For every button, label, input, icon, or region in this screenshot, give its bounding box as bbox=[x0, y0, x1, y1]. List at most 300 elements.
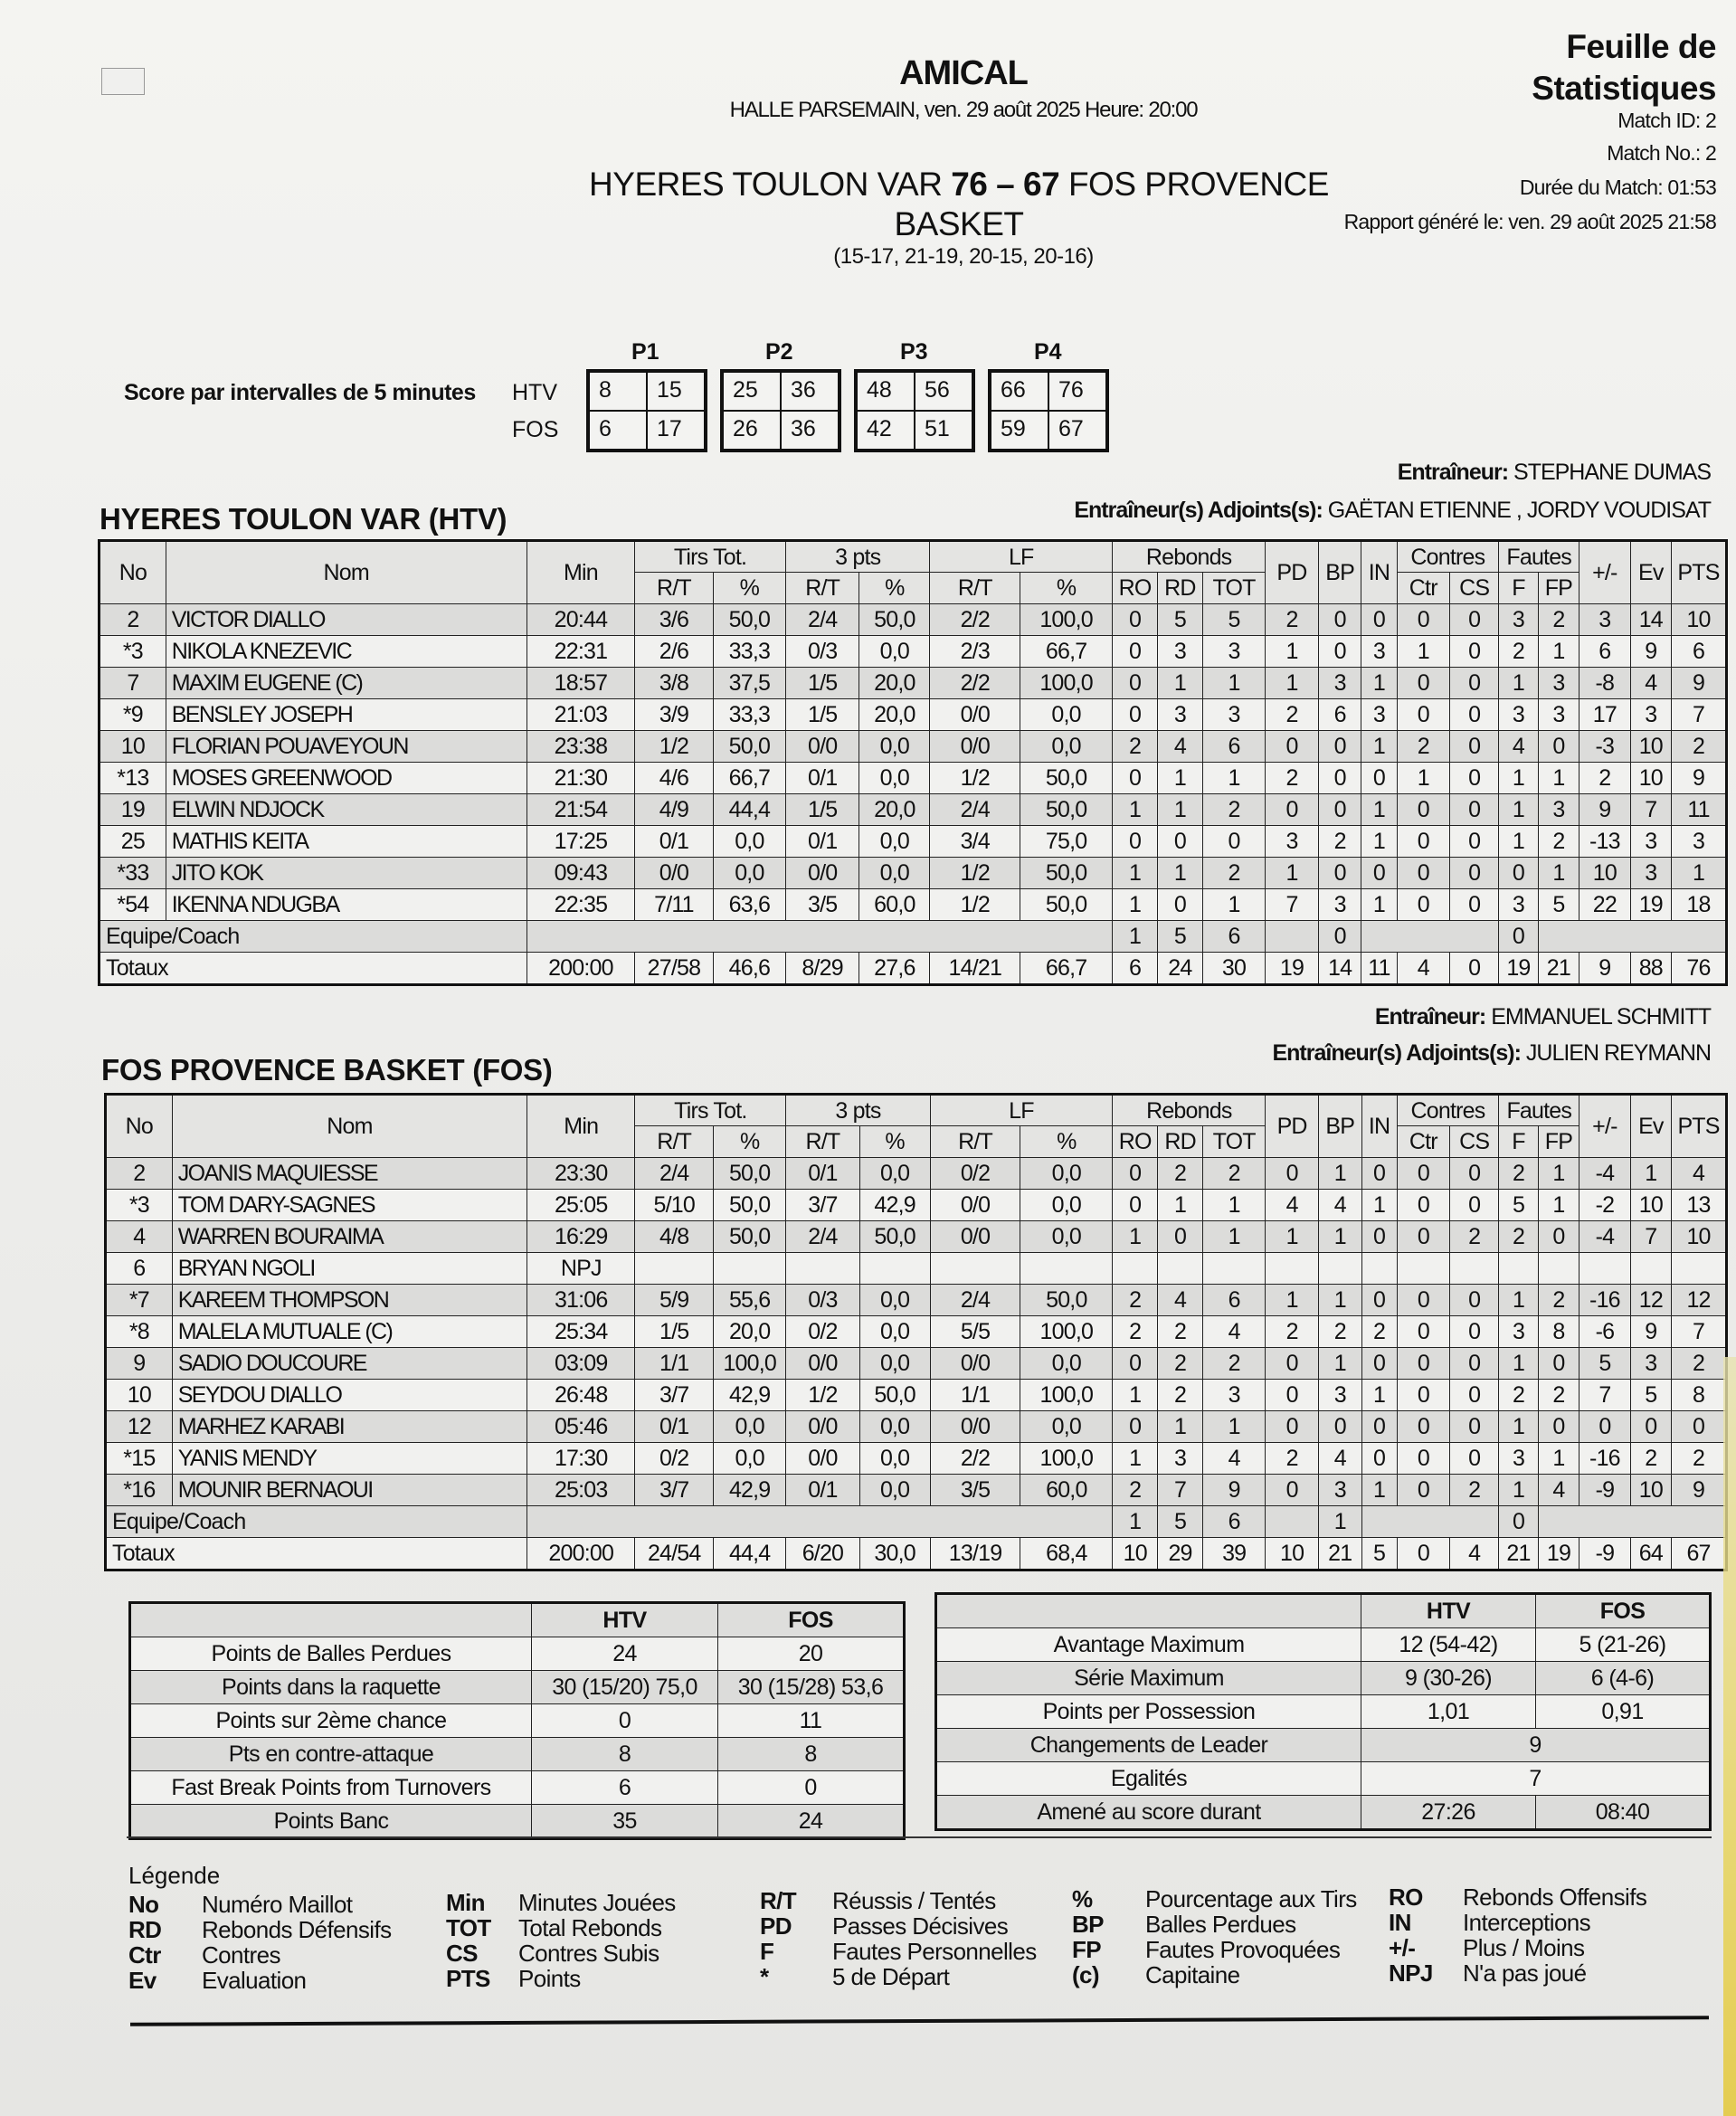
stat-cell bbox=[1450, 1253, 1499, 1285]
stat-cell: 0/2 bbox=[786, 1316, 859, 1348]
stat-cell: 10 bbox=[1630, 731, 1672, 763]
player-row bbox=[100, 699, 1727, 731]
col-subheader-rt: R/T bbox=[930, 573, 1020, 604]
stat-cell: 3 bbox=[1318, 668, 1361, 699]
stat-cell: 1 bbox=[1157, 794, 1202, 826]
page-edge bbox=[1723, 1357, 1736, 2116]
col-subheader-rt: R/T bbox=[930, 1126, 1020, 1158]
legend-key: CS bbox=[446, 1940, 478, 1967]
stat-cell: 22:31 bbox=[526, 636, 634, 668]
stat-cell: 0 bbox=[1450, 763, 1499, 794]
stat-cell: 25:34 bbox=[527, 1316, 635, 1348]
team-coach-row bbox=[100, 921, 1727, 953]
stat-cell: 0 bbox=[1397, 668, 1450, 699]
summary-label: Points de Balles Perdues bbox=[130, 1637, 532, 1671]
col-subheader-fp: FP bbox=[1538, 1126, 1579, 1158]
stat-cell: 0,0 bbox=[859, 858, 930, 889]
stat-cell: 2 bbox=[1538, 1285, 1579, 1316]
stat-cell: 5/10 bbox=[635, 1190, 714, 1221]
stat-cell: 3 bbox=[1538, 668, 1579, 699]
stat-cell: 10 bbox=[1672, 1221, 1727, 1253]
stat-cell: 1 bbox=[1113, 1221, 1158, 1253]
stat-cell: 0,0 bbox=[859, 1316, 930, 1348]
stat-cell: 0 bbox=[1318, 858, 1361, 889]
col-header-in: IN bbox=[1361, 1095, 1397, 1158]
stat-cell: 0 bbox=[1266, 1475, 1319, 1506]
stat-cell: 19 bbox=[1538, 1538, 1579, 1570]
period-label: P2 bbox=[765, 339, 793, 365]
stat-cell: 3 bbox=[1630, 699, 1672, 731]
stat-cell: 100,0 bbox=[1020, 1316, 1113, 1348]
htv-team-name: HYERES TOULON VAR (HTV) bbox=[100, 502, 508, 536]
stat-cell: 50,0 bbox=[1020, 763, 1113, 794]
stat-cell: 25:03 bbox=[527, 1475, 635, 1506]
stat-cell: 0/0 bbox=[786, 1443, 859, 1475]
stat-cell bbox=[930, 1253, 1020, 1285]
legend-value: Rebonds Offensifs bbox=[1463, 1884, 1647, 1911]
period-cell: 42 bbox=[857, 411, 915, 450]
stat-cell: 0 bbox=[1450, 604, 1499, 636]
stat-cell: 1/2 bbox=[786, 1380, 859, 1411]
col-header-contres: Contres bbox=[1397, 541, 1499, 573]
stat-cell: 1/1 bbox=[635, 1348, 714, 1380]
stat-cell: 3/9 bbox=[635, 699, 714, 731]
stat-cell: *15 bbox=[106, 1443, 173, 1475]
stat-cell: 2 bbox=[1202, 794, 1265, 826]
stat-cell: 0 bbox=[1450, 1190, 1499, 1221]
stat-cell: 200:00 bbox=[526, 953, 634, 985]
stat-cell: 0/1 bbox=[786, 826, 859, 858]
stat-cell: 0 bbox=[1361, 1443, 1397, 1475]
legend-value: N'a pas joué bbox=[1463, 1959, 1587, 1987]
away-team-label-cont: BASKET bbox=[894, 205, 1024, 242]
player-row bbox=[100, 858, 1727, 889]
stat-cell: 2/2 bbox=[930, 668, 1020, 699]
summary-value: 20 bbox=[718, 1637, 905, 1671]
summary-row bbox=[130, 1637, 905, 1671]
stat-cell: 76 bbox=[1672, 953, 1727, 985]
stat-cell: 6 bbox=[1113, 953, 1158, 985]
stat-cell: 1 bbox=[1113, 1506, 1158, 1538]
stat-cell: 10 bbox=[1630, 1190, 1672, 1221]
stat-cell: 31:06 bbox=[527, 1285, 635, 1316]
stat-cell: 1 bbox=[1158, 1190, 1203, 1221]
period-box bbox=[988, 369, 1109, 452]
stat-cell: 4 bbox=[1157, 731, 1202, 763]
stat-cell: 0 bbox=[1113, 636, 1158, 668]
stat-cell: 0 bbox=[1672, 1411, 1727, 1443]
stat-cell: 6 bbox=[1202, 921, 1265, 953]
stat-cell: NPJ bbox=[527, 1253, 635, 1285]
col-header-lf: LF bbox=[930, 541, 1113, 573]
stat-cell: 50,0 bbox=[713, 731, 785, 763]
col-subheader-ctr: Ctr bbox=[1397, 1126, 1450, 1158]
stat-cell: 3 bbox=[1361, 636, 1397, 668]
stat-cell: 6 bbox=[1318, 699, 1361, 731]
stat-cell: 2 bbox=[1266, 763, 1319, 794]
legend-value: Plus / Moins bbox=[1463, 1934, 1585, 1961]
legend-key: No bbox=[128, 1891, 159, 1918]
stat-cell: 1/5 bbox=[635, 1316, 714, 1348]
summary-table-right bbox=[934, 1592, 1712, 1831]
period-cell: 76 bbox=[1048, 372, 1106, 411]
summary-value: 5 (21-26) bbox=[1536, 1628, 1711, 1662]
stat-cell: 0 bbox=[1318, 636, 1361, 668]
stat-cell: 0 bbox=[1266, 1348, 1319, 1380]
player-name: MALELA MUTUALE (C) bbox=[172, 1316, 526, 1348]
stat-cell: 1 bbox=[1113, 1443, 1158, 1475]
player-name: BENSLEY JOSEPH bbox=[166, 699, 526, 731]
stat-cell: 23:30 bbox=[527, 1158, 635, 1190]
col-subheader-fp: FP bbox=[1538, 573, 1579, 604]
player-row bbox=[100, 889, 1727, 921]
col-subheader-pct: % bbox=[859, 573, 930, 604]
stat-cell: 0 bbox=[1450, 889, 1499, 921]
stat-cell: 0 bbox=[1499, 921, 1538, 953]
stat-cell: 3 bbox=[1630, 858, 1672, 889]
stat-cell: 3 bbox=[1499, 604, 1538, 636]
stat-cell: 1 bbox=[1203, 1221, 1266, 1253]
legend-key: IN bbox=[1389, 1909, 1411, 1936]
col-subheader-cs: CS bbox=[1450, 1126, 1499, 1158]
stat-cell: 7 bbox=[1579, 1380, 1630, 1411]
intervals-team-fos: FOS bbox=[512, 417, 559, 442]
col-header-lf: LF bbox=[930, 1095, 1113, 1126]
stat-cell: 37,5 bbox=[713, 668, 785, 699]
stat-cell: 3 bbox=[1538, 794, 1579, 826]
col-subheader-f: F bbox=[1499, 1126, 1538, 1158]
stat-cell: 1 bbox=[1203, 1411, 1266, 1443]
player-row bbox=[106, 1221, 1727, 1253]
stat-cell: 0 bbox=[1450, 1285, 1499, 1316]
stat-cell: 2 bbox=[1579, 763, 1630, 794]
stat-cell: 17:30 bbox=[527, 1443, 635, 1475]
stat-cell: 3 bbox=[1318, 1380, 1361, 1411]
stat-cell: 0 bbox=[1397, 1443, 1450, 1475]
stat-cell: 4 bbox=[1203, 1316, 1266, 1348]
stat-cell: 2 bbox=[1499, 1380, 1538, 1411]
stat-cell: 3 bbox=[1499, 1316, 1538, 1348]
stat-cell: 3 bbox=[1157, 699, 1202, 731]
player-row bbox=[106, 1443, 1727, 1475]
player-name: NIKOLA KNEZEVIC bbox=[166, 636, 526, 668]
stat-cell: 0 bbox=[1318, 794, 1361, 826]
stat-cell: 14 bbox=[1318, 953, 1361, 985]
col-header-pd: PD bbox=[1266, 1095, 1319, 1158]
stat-cell: 1 bbox=[1538, 636, 1579, 668]
player-row bbox=[100, 668, 1727, 699]
stat-cell: 2 bbox=[1397, 731, 1450, 763]
stat-cell: 7 bbox=[1266, 889, 1319, 921]
col-subheader-rd: RD bbox=[1158, 1126, 1203, 1158]
col-header-in: IN bbox=[1361, 541, 1397, 604]
stat-cell: -13 bbox=[1579, 826, 1630, 858]
legend-key: NPJ bbox=[1389, 1959, 1433, 1987]
stat-cell: 2/3 bbox=[930, 636, 1020, 668]
assistants-label: Entraîneur(s) Adjoints(s): bbox=[1272, 1040, 1521, 1066]
col-header-pts: PTS bbox=[1672, 541, 1727, 604]
stat-cell: 0 bbox=[1266, 1158, 1319, 1190]
stat-cell: 0 bbox=[1113, 763, 1158, 794]
period-label: P4 bbox=[1034, 339, 1062, 365]
stat-cell: 60,0 bbox=[859, 889, 930, 921]
summary-value: 6 bbox=[532, 1771, 718, 1805]
stat-cell: 1 bbox=[1158, 1411, 1203, 1443]
stat-cell: 4 bbox=[1499, 731, 1538, 763]
stat-cell: 3 bbox=[1266, 826, 1319, 858]
stat-cell: 0 bbox=[1113, 826, 1158, 858]
stat-cell: 1 bbox=[1202, 763, 1265, 794]
col-subheader-pct: % bbox=[713, 573, 785, 604]
stat-cell: 3 bbox=[1630, 1348, 1672, 1380]
stat-cell: 0,0 bbox=[714, 1443, 786, 1475]
stat-cell bbox=[1672, 1253, 1727, 1285]
summary-label: Points Banc bbox=[130, 1805, 532, 1839]
stat-cell: 0 bbox=[1397, 1190, 1450, 1221]
empty-cell bbox=[1361, 921, 1499, 953]
coach-name: STEPHANE DUMAS bbox=[1513, 460, 1711, 485]
stat-cell: 0,0 bbox=[859, 1443, 930, 1475]
stat-cell: -9 bbox=[1579, 1538, 1630, 1570]
legend-key: % bbox=[1072, 1885, 1093, 1912]
stat-cell: 2 bbox=[1202, 858, 1265, 889]
player-name: ELWIN NDJOCK bbox=[166, 794, 526, 826]
summary-row bbox=[130, 1738, 905, 1771]
home-team-label: HYERES TOULON VAR bbox=[589, 166, 952, 203]
player-name: MARHEZ KARABI bbox=[172, 1411, 526, 1443]
stat-cell: 9 bbox=[106, 1348, 173, 1380]
stat-cell: *13 bbox=[100, 763, 166, 794]
summary-row bbox=[130, 1771, 905, 1805]
stat-cell: 1 bbox=[1318, 1158, 1361, 1190]
stat-cell: 42,9 bbox=[859, 1190, 930, 1221]
stat-cell: 0,0 bbox=[1020, 1158, 1113, 1190]
col-subheader-cs: CS bbox=[1450, 573, 1499, 604]
stat-cell: 1 bbox=[1361, 731, 1397, 763]
stat-cell: 0,0 bbox=[859, 1411, 930, 1443]
stat-cell: 0 bbox=[1450, 1316, 1499, 1348]
stat-cell: 1 bbox=[1203, 1190, 1266, 1221]
stat-cell: 0/1 bbox=[786, 1475, 859, 1506]
sheet-title-2: Statistiques bbox=[1532, 70, 1716, 107]
stat-cell: 1 bbox=[1499, 1285, 1538, 1316]
stat-cell: 1 bbox=[1157, 763, 1202, 794]
stat-cell: 10 bbox=[100, 731, 166, 763]
stat-cell: 2 bbox=[1158, 1348, 1203, 1380]
summary-header bbox=[936, 1594, 1361, 1628]
stat-cell: 9 bbox=[1672, 1475, 1727, 1506]
stat-cell: 0 bbox=[1450, 858, 1499, 889]
stat-cell: 0 bbox=[1450, 1380, 1499, 1411]
stat-cell: 7 bbox=[1630, 794, 1672, 826]
stat-cell: 100,0 bbox=[714, 1348, 786, 1380]
stat-cell bbox=[1361, 1253, 1397, 1285]
stat-cell: 0,0 bbox=[859, 826, 930, 858]
totals-row bbox=[100, 953, 1727, 985]
summary-label: Points per Possession bbox=[936, 1695, 1361, 1729]
summary-value: 1,01 bbox=[1361, 1695, 1536, 1729]
player-row bbox=[106, 1411, 1727, 1443]
stat-cell: 3/5 bbox=[786, 889, 859, 921]
legend-key: FP bbox=[1072, 1936, 1102, 1963]
summary-label: Egalités bbox=[936, 1762, 1361, 1796]
stat-cell: 3/7 bbox=[786, 1190, 859, 1221]
stat-cell: 7/11 bbox=[635, 889, 714, 921]
match-duration: Durée du Match: 01:53 bbox=[1519, 176, 1716, 199]
period-box bbox=[586, 369, 707, 452]
stat-cell: 2 bbox=[1499, 636, 1538, 668]
stat-cell: 2/2 bbox=[930, 1443, 1020, 1475]
stat-cell: 9 bbox=[1579, 794, 1630, 826]
legend-value: Interceptions bbox=[1463, 1909, 1591, 1936]
assistants-names: JULIEN REYMANN bbox=[1525, 1040, 1711, 1066]
col-header-rebonds: Rebonds bbox=[1113, 1095, 1266, 1126]
stat-cell: 4/6 bbox=[635, 763, 714, 794]
fos-coach bbox=[1375, 1004, 1711, 1030]
fos-assistants bbox=[1272, 1040, 1711, 1067]
stat-cell: 0 bbox=[1266, 731, 1319, 763]
period-box bbox=[720, 369, 841, 452]
stat-cell: 27/58 bbox=[635, 953, 714, 985]
htv-coach bbox=[1398, 460, 1711, 486]
stat-cell: 24/54 bbox=[635, 1538, 714, 1570]
stat-cell: 0/0 bbox=[930, 1348, 1020, 1380]
player-row bbox=[100, 794, 1727, 826]
stat-cell: 6 bbox=[1203, 1285, 1266, 1316]
player-name: FLORIAN POUAVEYOUN bbox=[166, 731, 526, 763]
col-subheader-tot: TOT bbox=[1203, 1126, 1266, 1158]
stat-cell: 1 bbox=[1361, 1190, 1397, 1221]
stat-cell: 0 bbox=[1361, 858, 1397, 889]
player-row bbox=[106, 1158, 1727, 1190]
stat-cell: 0/0 bbox=[930, 1221, 1020, 1253]
stat-cell: 4 bbox=[106, 1221, 173, 1253]
stat-cell: 6 bbox=[1203, 1506, 1266, 1538]
stat-cell: 5 bbox=[1538, 889, 1579, 921]
stat-cell: 0 bbox=[1157, 826, 1202, 858]
summary-table-left bbox=[128, 1601, 906, 1840]
legend-value: Points bbox=[518, 1965, 581, 1992]
stat-cell: 30,0 bbox=[859, 1538, 930, 1570]
stat-cell: 2 bbox=[1538, 604, 1579, 636]
stat-cell: *54 bbox=[100, 889, 166, 921]
stat-cell: 2/2 bbox=[930, 604, 1020, 636]
summary-row bbox=[936, 1796, 1711, 1830]
stat-cell: 2 bbox=[1266, 1443, 1319, 1475]
legend-key: TOT bbox=[446, 1914, 491, 1941]
stat-cell: 50,0 bbox=[1020, 858, 1113, 889]
legend-value: Réussis / Tentés bbox=[832, 1887, 996, 1914]
stat-cell: 6 bbox=[1672, 636, 1727, 668]
stat-cell: 21 bbox=[1499, 1538, 1538, 1570]
stat-cell: 1 bbox=[1318, 1285, 1361, 1316]
stat-cell: 0 bbox=[1579, 1411, 1630, 1443]
stat-cell: 0,0 bbox=[1020, 1348, 1113, 1380]
stat-cell: 19 bbox=[1630, 889, 1672, 921]
summary-label: Pts en contre-attaque bbox=[130, 1738, 532, 1771]
summary-label: Série Maximum bbox=[936, 1662, 1361, 1695]
assistants-label: Entraîneur(s) Adjoints(s): bbox=[1074, 498, 1323, 523]
stat-cell: 1 bbox=[1499, 794, 1538, 826]
stat-cell: 66,7 bbox=[713, 763, 785, 794]
stat-cell: 3 bbox=[1203, 1380, 1266, 1411]
player-row bbox=[106, 1190, 1727, 1221]
legend-key: R/T bbox=[760, 1887, 797, 1914]
stat-cell: 05:46 bbox=[527, 1411, 635, 1443]
stat-cell: 20,0 bbox=[714, 1316, 786, 1348]
stat-cell: 1 bbox=[1113, 889, 1158, 921]
player-name: VICTOR DIALLO bbox=[166, 604, 526, 636]
stat-cell: 1 bbox=[1630, 1158, 1672, 1190]
stat-cell: 50,0 bbox=[714, 1190, 786, 1221]
player-name: JOANIS MAQUIESSE bbox=[172, 1158, 526, 1190]
stat-cell: 25 bbox=[100, 826, 166, 858]
stat-cell: 2 bbox=[1672, 1443, 1727, 1475]
player-row bbox=[106, 1285, 1727, 1316]
stat-cell: 4 bbox=[1203, 1443, 1266, 1475]
stat-cell: *33 bbox=[100, 858, 166, 889]
stat-cell: 5 bbox=[1157, 921, 1202, 953]
stat-cell: 50,0 bbox=[859, 1380, 930, 1411]
stat-cell: 09:43 bbox=[526, 858, 634, 889]
stat-cell bbox=[786, 1253, 859, 1285]
col-subheader-rt: R/T bbox=[786, 573, 859, 604]
stat-cell: 2 bbox=[1630, 1443, 1672, 1475]
stat-cell: 1 bbox=[1113, 858, 1158, 889]
col-header-ev: Ev bbox=[1630, 541, 1672, 604]
stat-cell: 100,0 bbox=[1020, 1443, 1113, 1475]
stat-cell: 0 bbox=[1361, 1221, 1397, 1253]
stat-cell: 1 bbox=[1202, 889, 1265, 921]
stat-cell: 44,4 bbox=[714, 1538, 786, 1570]
summary-label: Points sur 2ème chance bbox=[130, 1704, 532, 1738]
summary-row bbox=[936, 1729, 1711, 1762]
stat-cell: 17:25 bbox=[526, 826, 634, 858]
stat-cell: 0/0 bbox=[786, 1348, 859, 1380]
stat-cell: 0 bbox=[1158, 1221, 1203, 1253]
col-subheader-tot: TOT bbox=[1202, 573, 1265, 604]
stat-cell: 1/2 bbox=[930, 858, 1020, 889]
stat-cell: 0 bbox=[1318, 763, 1361, 794]
coach-label: Entraîneur: bbox=[1374, 1004, 1486, 1030]
stat-cell: 1 bbox=[1499, 668, 1538, 699]
stat-cell: 2/4 bbox=[930, 1285, 1020, 1316]
match-id: Match ID: 2 bbox=[1617, 109, 1716, 132]
stat-cell: 0,0 bbox=[1020, 1221, 1113, 1253]
stat-cell: 7 bbox=[1630, 1221, 1672, 1253]
stat-cell: 0 bbox=[1397, 699, 1450, 731]
stat-cell: 1/5 bbox=[786, 668, 859, 699]
stat-cell: 0,0 bbox=[859, 1158, 930, 1190]
stat-cell: 2/4 bbox=[786, 1221, 859, 1253]
stat-cell: 2 bbox=[1450, 1221, 1499, 1253]
stat-cell: 1 bbox=[1266, 858, 1319, 889]
stat-cell: 5 bbox=[1630, 1380, 1672, 1411]
stat-cell: 22:35 bbox=[526, 889, 634, 921]
stat-cell: 44,4 bbox=[713, 794, 785, 826]
stat-cell: 46,6 bbox=[713, 953, 785, 985]
stat-cell: 1 bbox=[1361, 794, 1397, 826]
summary-value: 7 bbox=[1361, 1762, 1711, 1796]
stat-cell: 21 bbox=[1538, 953, 1579, 985]
stat-cell bbox=[1318, 1253, 1361, 1285]
stat-cell: 13/19 bbox=[930, 1538, 1020, 1570]
stat-cell: 0 bbox=[1397, 1158, 1450, 1190]
stat-cell: 10 bbox=[1113, 1538, 1158, 1570]
stat-cell: 2 bbox=[1318, 1316, 1361, 1348]
col-header-contres: Contres bbox=[1397, 1095, 1499, 1126]
legend-value: Pourcentage aux Tirs bbox=[1145, 1885, 1357, 1912]
